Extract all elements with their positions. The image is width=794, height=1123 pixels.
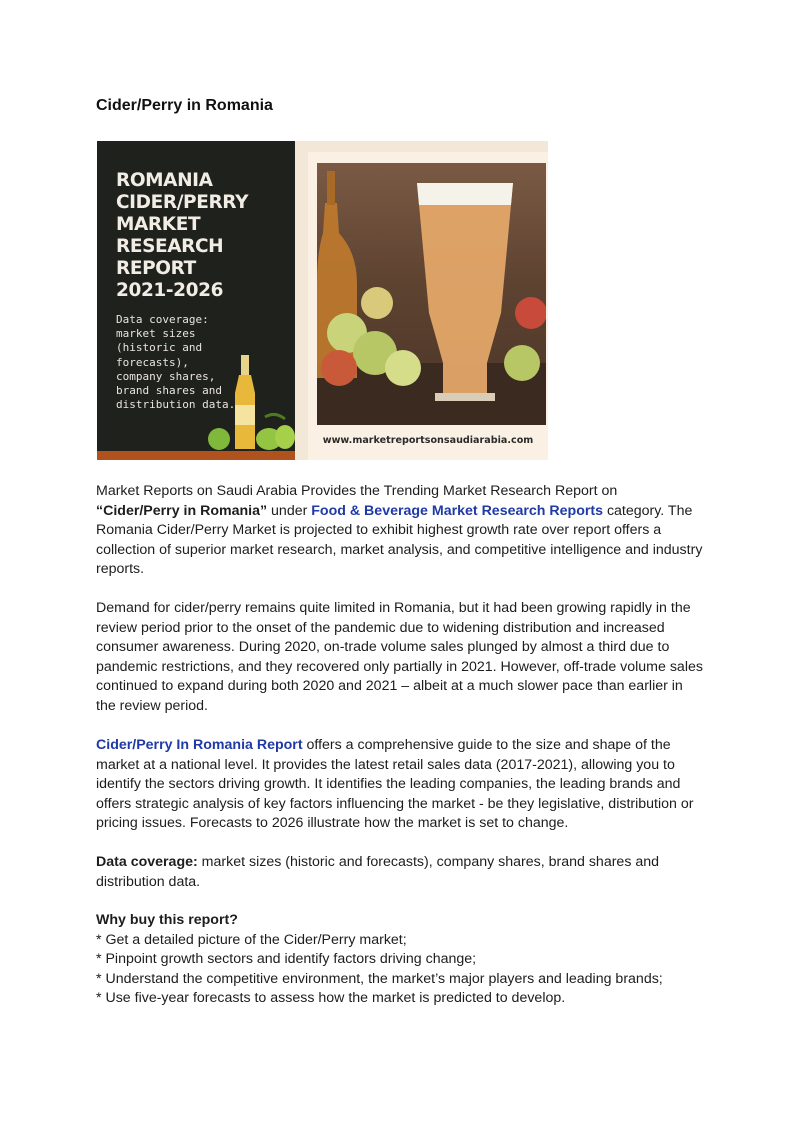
intro-paragraph <box>96 482 706 580</box>
why-buy-section <box>96 911 706 1009</box>
banner-heading-line: REPORT <box>116 258 196 279</box>
banner-coverage-line: Data coverage: <box>116 313 209 326</box>
cider-photo <box>317 163 546 425</box>
why-buy-item: * Understand the competitive environment, the market’s major players and leading brands; <box>96 970 663 987</box>
demand-paragraph <box>96 599 706 717</box>
banner-heading-line: RESEARCH <box>116 236 224 257</box>
banner-coverage-line: company shares, <box>116 369 216 383</box>
data-coverage-paragraph <box>96 853 706 892</box>
data-coverage-text: market sizes (historic and forecasts), company shares, brand shares and distribution data. <box>96 854 660 890</box>
cider-glass-and-apples-photo <box>317 163 546 425</box>
banner-accent-stripe <box>97 451 295 460</box>
report-link[interactable]: Cider/Perry In Romania Report <box>96 737 303 753</box>
banner-heading <box>116 170 286 302</box>
report-banner-image <box>97 141 548 460</box>
bottle-and-pears-illustration <box>205 353 297 453</box>
demand-text: Demand for cider/perry remains quite limited in Romania, but it had been growing rapidly in the review period prior to the onset of the pandemic due to widening distribution and increased consumer awareness. During 2020, on-trade volume sales plunged by almost a third due to pandemic restrictions, and they recovered only partially in 2021. However, off-trade volume sales continued to expand during both 2020 and 2021 – albeit at a much slower pace than earlier in the review period. <box>96 600 703 714</box>
why-buy-heading: Why buy this report? <box>96 912 238 928</box>
category-link[interactable]: Food & Beverage Market Research Reports <box>311 502 603 519</box>
page-title: Cider/Perry in Romania <box>96 97 273 114</box>
intro-suffix: category. The Romania Cider/Perry Market is projected to exhibit highest growth rate over report offers a collection of superior market research, market analysis, and competitive intelligence and industry reports. <box>96 502 703 578</box>
banner-heading-line: CIDER/PERRY <box>116 192 249 213</box>
banner-heading-line: ROMANIA <box>116 170 213 191</box>
banner-website-url: www.marketreportsonsaudiarabia.com <box>322 435 534 446</box>
data-coverage-label: Data coverage: <box>96 854 198 870</box>
banner-coverage-line: distribution data. <box>116 398 236 412</box>
banner-coverage-line: forecasts), <box>116 355 189 369</box>
report-name: “Cider/Perry in Romania” <box>96 502 268 519</box>
banner-heading-line: MARKET <box>116 214 201 235</box>
banner-coverage-line: brand shares and <box>116 384 222 398</box>
why-buy-item: * Use five-year forecasts to assess how the market is predicted to develop. <box>96 990 566 1007</box>
why-buy-item: * Pinpoint growth sectors and identify factors driving change; <box>96 951 477 968</box>
banner-dark-panel <box>97 141 295 460</box>
why-buy-item: * Get a detailed picture of the Cider/Perry market; <box>96 931 407 948</box>
banner-photo-panel <box>308 152 548 460</box>
banner-coverage-line: market sizes <box>116 327 196 341</box>
intro-under: under <box>267 502 312 519</box>
banner-coverage-line: (historic and <box>116 341 203 355</box>
report-paragraph <box>96 736 706 834</box>
intro-prefix: Market Reports on Saudi Arabia Provides the Trending Market Research Report on <box>96 483 618 499</box>
report-description: offers a comprehensive guide to the size and shape of the market at a national level. It provides the latest retail sales data (2017-2021), allowing you to identify the sectors driving growth. It identifies the leading companies, the leading brands and offers strategic analysis of key factors influencing the market - be they legislative, distribution or pricing issues. Forecasts to 2026 illustrate how the market is set to change. <box>96 737 694 832</box>
banner-heading-line: 2021-2026 <box>116 280 224 301</box>
